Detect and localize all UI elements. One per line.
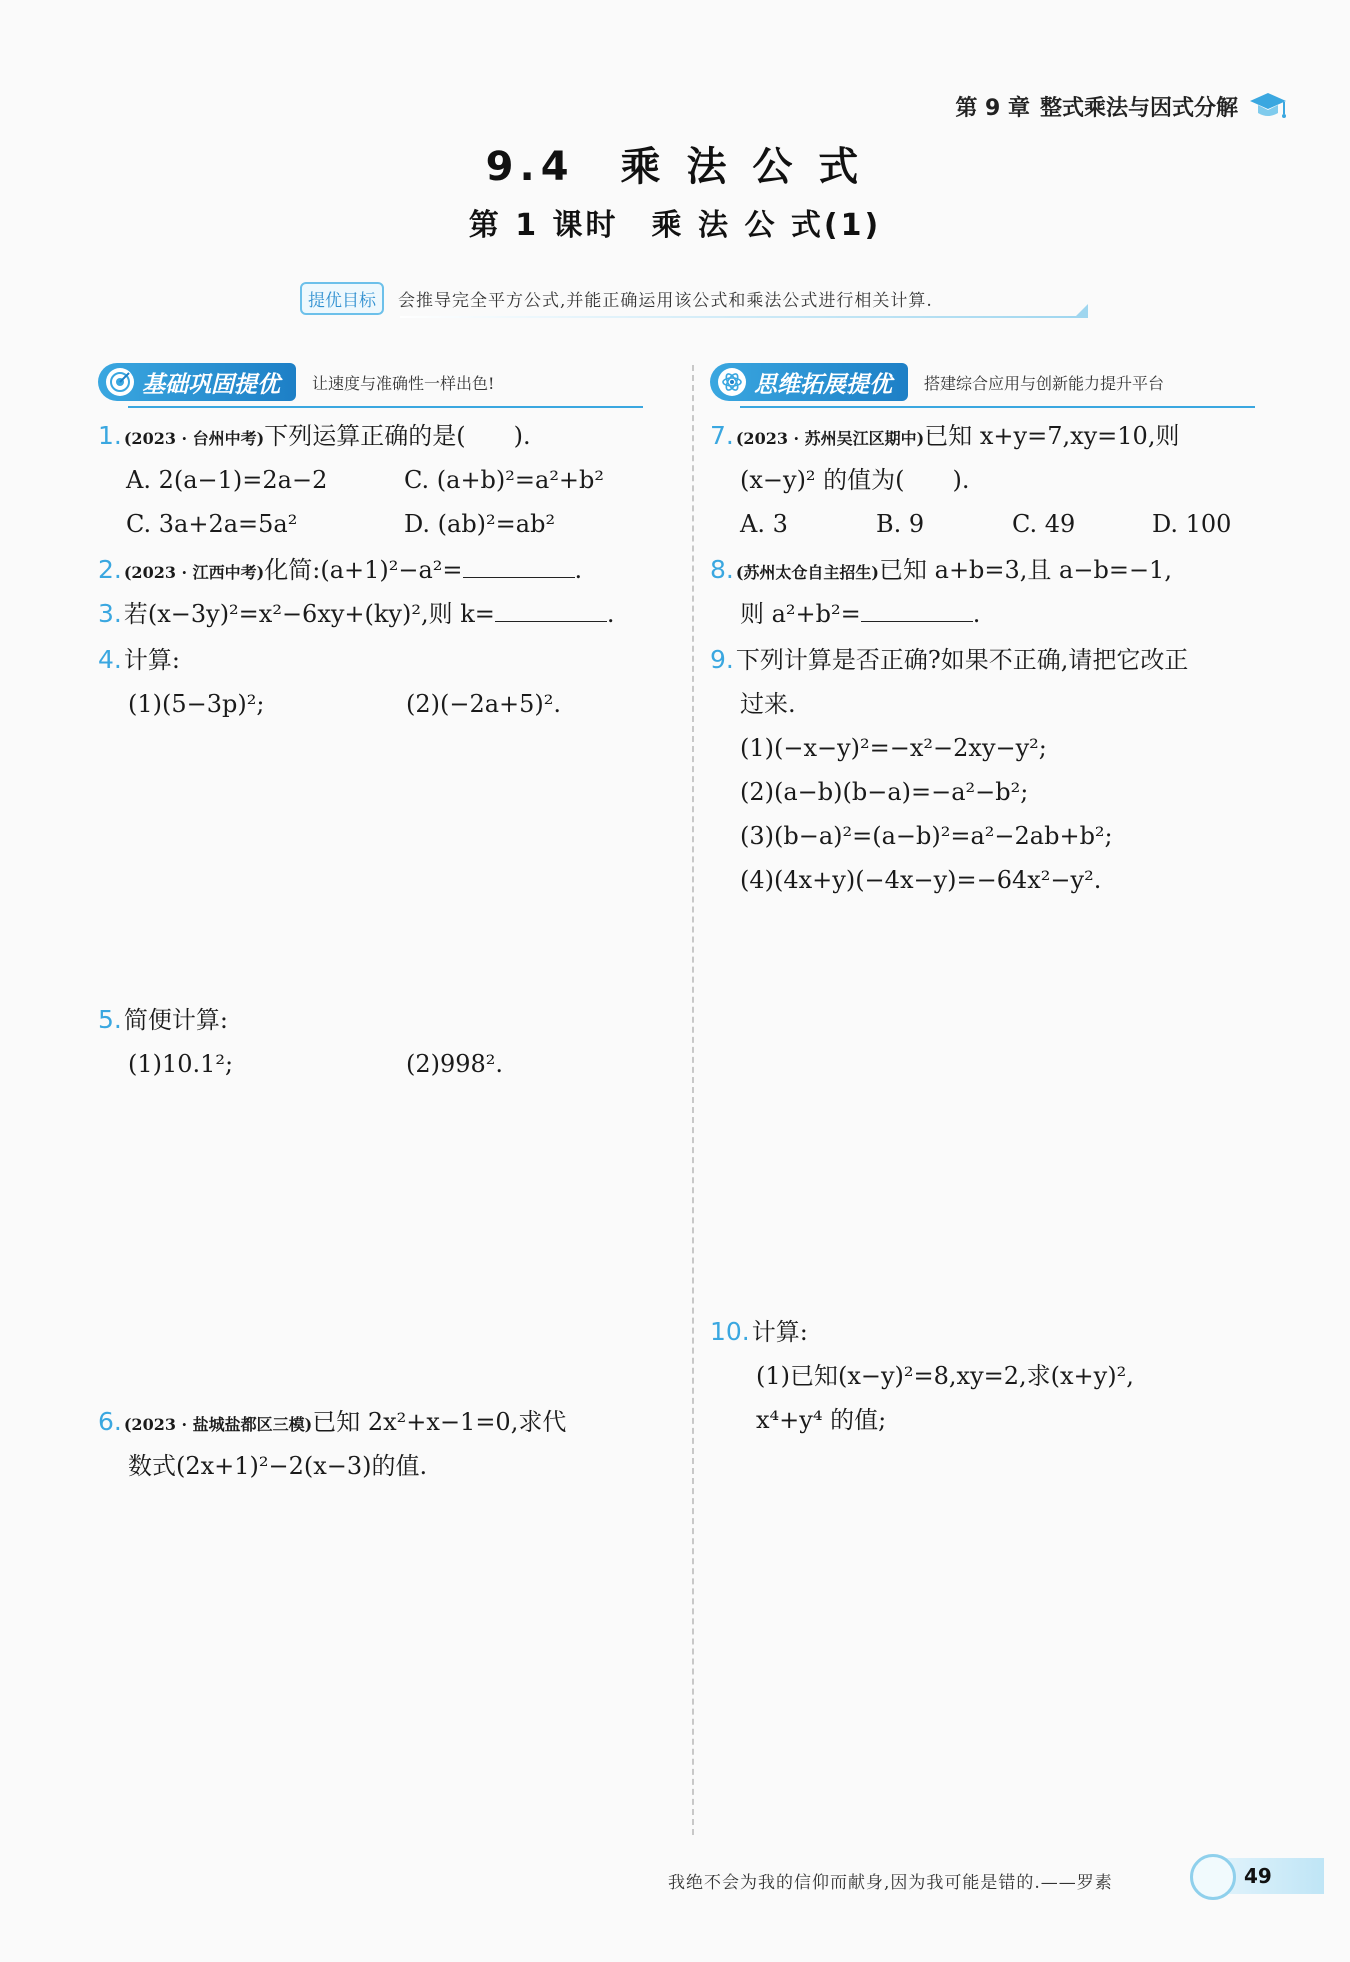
q9-part-3: (3)(b−a)²=(a−b)²=a²−2ab+b²; bbox=[740, 822, 1113, 850]
question-number: 7. bbox=[710, 421, 734, 450]
q4-part-1: (1)(5−3p)²; bbox=[128, 690, 265, 718]
question-1 bbox=[98, 414, 531, 461]
question-10 bbox=[710, 1310, 808, 1354]
question-number: 5. bbox=[98, 1005, 122, 1034]
left-section-banner bbox=[98, 362, 643, 402]
q9-stem-continued: 过来. bbox=[740, 690, 796, 718]
question-source: (2023 · 苏州吴江区期中) bbox=[735, 429, 925, 448]
question-number: 2. bbox=[98, 555, 122, 584]
left-banner-title: 基础巩固提优 bbox=[142, 371, 280, 398]
question-number: 10. bbox=[710, 1317, 750, 1346]
goal-bar bbox=[300, 278, 1080, 318]
answer-blank[interactable] bbox=[861, 595, 973, 622]
question-number: 9. bbox=[710, 645, 734, 674]
section-title: 9.4 乘 法 公 式 bbox=[485, 144, 865, 190]
question-stem: 计算: bbox=[123, 646, 180, 674]
left-banner-underline bbox=[128, 406, 643, 408]
lesson-title: 第 1 课时 乘 法 公 式(1) bbox=[468, 208, 882, 243]
goal-text: 会推导完全平方公式,并能正确运用该公式和乘法公式进行相关计算. bbox=[398, 290, 933, 311]
question-3 bbox=[98, 592, 615, 636]
question-8 bbox=[710, 548, 1172, 595]
q5-part-1: (1)10.1²; bbox=[128, 1050, 234, 1078]
q10-part-1: (1)已知(x−y)²=8,xy=2,求(x+y)², bbox=[756, 1362, 1134, 1390]
goal-underline bbox=[400, 316, 1080, 318]
q6-stem-continued: 数式(2x+1)²−2(x−3)的值. bbox=[128, 1452, 428, 1480]
page-number-tab bbox=[1204, 1858, 1324, 1894]
question-source: (2023 · 盐城盐都区三模) bbox=[123, 1415, 313, 1434]
q7-option-b: B. 9 bbox=[876, 510, 925, 538]
question-number: 4. bbox=[98, 645, 122, 674]
page-ring-decoration bbox=[1190, 1854, 1236, 1900]
question-stem: 已知 a+b=3,且 a−b=−1, bbox=[879, 556, 1172, 584]
q8-stem-text: 则 a²+b²= bbox=[740, 600, 861, 628]
q7-stem-continued: (x−y)² 的值为( ). bbox=[740, 466, 970, 494]
question-source: (2023 · 江西中考) bbox=[123, 563, 265, 582]
q9-part-4: (4)(4x+y)(−4x−y)=−64x²−y². bbox=[740, 866, 1102, 894]
question-end: . bbox=[972, 600, 981, 628]
chapter-title: 整式乘法与因式分解 bbox=[1039, 95, 1238, 121]
goal-corner-decoration bbox=[1074, 304, 1088, 318]
q1-option-d: D. (ab)²=ab² bbox=[404, 510, 556, 538]
q8-stem-continued bbox=[740, 592, 980, 636]
question-stem: 下列计算是否正确?如果不正确,请把它改正 bbox=[735, 646, 1189, 674]
q7-option-d: D. 100 bbox=[1152, 510, 1232, 538]
chapter-header bbox=[955, 86, 1288, 126]
q7-option-c: C. 49 bbox=[1012, 510, 1076, 538]
atom-icon bbox=[718, 368, 746, 396]
right-banner-badge bbox=[710, 363, 908, 401]
right-section-banner bbox=[710, 362, 1255, 402]
question-source: (苏州太仓自主招生) bbox=[735, 563, 880, 582]
question-5 bbox=[98, 998, 228, 1042]
goal-tag: 提优目标 bbox=[300, 282, 384, 315]
target-icon bbox=[106, 368, 134, 396]
question-2 bbox=[98, 548, 582, 595]
q1-option-c: C. 3a+2a=5a² bbox=[126, 510, 298, 538]
question-stem: 计算: bbox=[751, 1318, 808, 1346]
question-stem: 若(x−3y)²=x²−6xy+(ky)²,则 k= bbox=[123, 600, 495, 628]
question-end: . bbox=[574, 556, 583, 584]
q9-part-1: (1)(−x−y)²=−x²−2xy−y²; bbox=[740, 734, 1047, 762]
q7-option-a: A. 3 bbox=[740, 510, 788, 538]
right-banner-title: 思维拓展提优 bbox=[754, 371, 892, 398]
left-banner-tagline: 让速度与准确性一样出色! bbox=[312, 373, 495, 393]
q1-option-a: A. 2(a−1)=2a−2 bbox=[126, 466, 328, 494]
question-number: 6. bbox=[98, 1407, 122, 1436]
graduation-cap-icon bbox=[1248, 86, 1288, 126]
question-stem: 化简:(a+1)²−a²= bbox=[264, 556, 463, 584]
left-banner-badge bbox=[98, 363, 296, 401]
question-stem: 下列运算正确的是( ). bbox=[264, 422, 531, 450]
column-divider bbox=[692, 365, 694, 1835]
question-number: 3. bbox=[98, 599, 122, 628]
q10-part-1-continued: x⁴+y⁴ 的值; bbox=[756, 1406, 887, 1434]
q4-part-2: (2)(−2a+5)². bbox=[406, 690, 562, 718]
question-end: . bbox=[606, 600, 615, 628]
answer-blank[interactable] bbox=[463, 551, 575, 578]
question-7 bbox=[710, 414, 1179, 461]
page-number: 49 bbox=[1244, 1864, 1272, 1888]
question-source: (2023 · 台州中考) bbox=[123, 429, 265, 448]
footer-quote: 我绝不会为我的信仰而献身,因为我可能是错的.——罗素 bbox=[668, 1873, 1113, 1893]
question-stem: 简便计算: bbox=[123, 1006, 228, 1034]
chapter-number: 第 9 章 bbox=[955, 95, 1030, 121]
q9-part-2: (2)(a−b)(b−a)=−a²−b²; bbox=[740, 778, 1029, 806]
right-banner-underline bbox=[740, 406, 1255, 408]
question-9 bbox=[710, 638, 1188, 682]
question-number: 1. bbox=[98, 421, 122, 450]
answer-blank[interactable] bbox=[495, 595, 607, 622]
question-number: 8. bbox=[710, 555, 734, 584]
question-6 bbox=[98, 1400, 566, 1447]
right-banner-tagline: 搭建综合应用与创新能力提升平台 bbox=[924, 373, 1165, 393]
q5-part-2: (2)998². bbox=[406, 1050, 504, 1078]
q1-option-b: C. (a+b)²=a²+b² bbox=[404, 466, 605, 494]
question-stem: 已知 x+y=7,xy=10,则 bbox=[924, 422, 1180, 450]
question-4 bbox=[98, 638, 180, 682]
question-stem: 已知 2x²+x−1=0,求代 bbox=[312, 1408, 567, 1436]
